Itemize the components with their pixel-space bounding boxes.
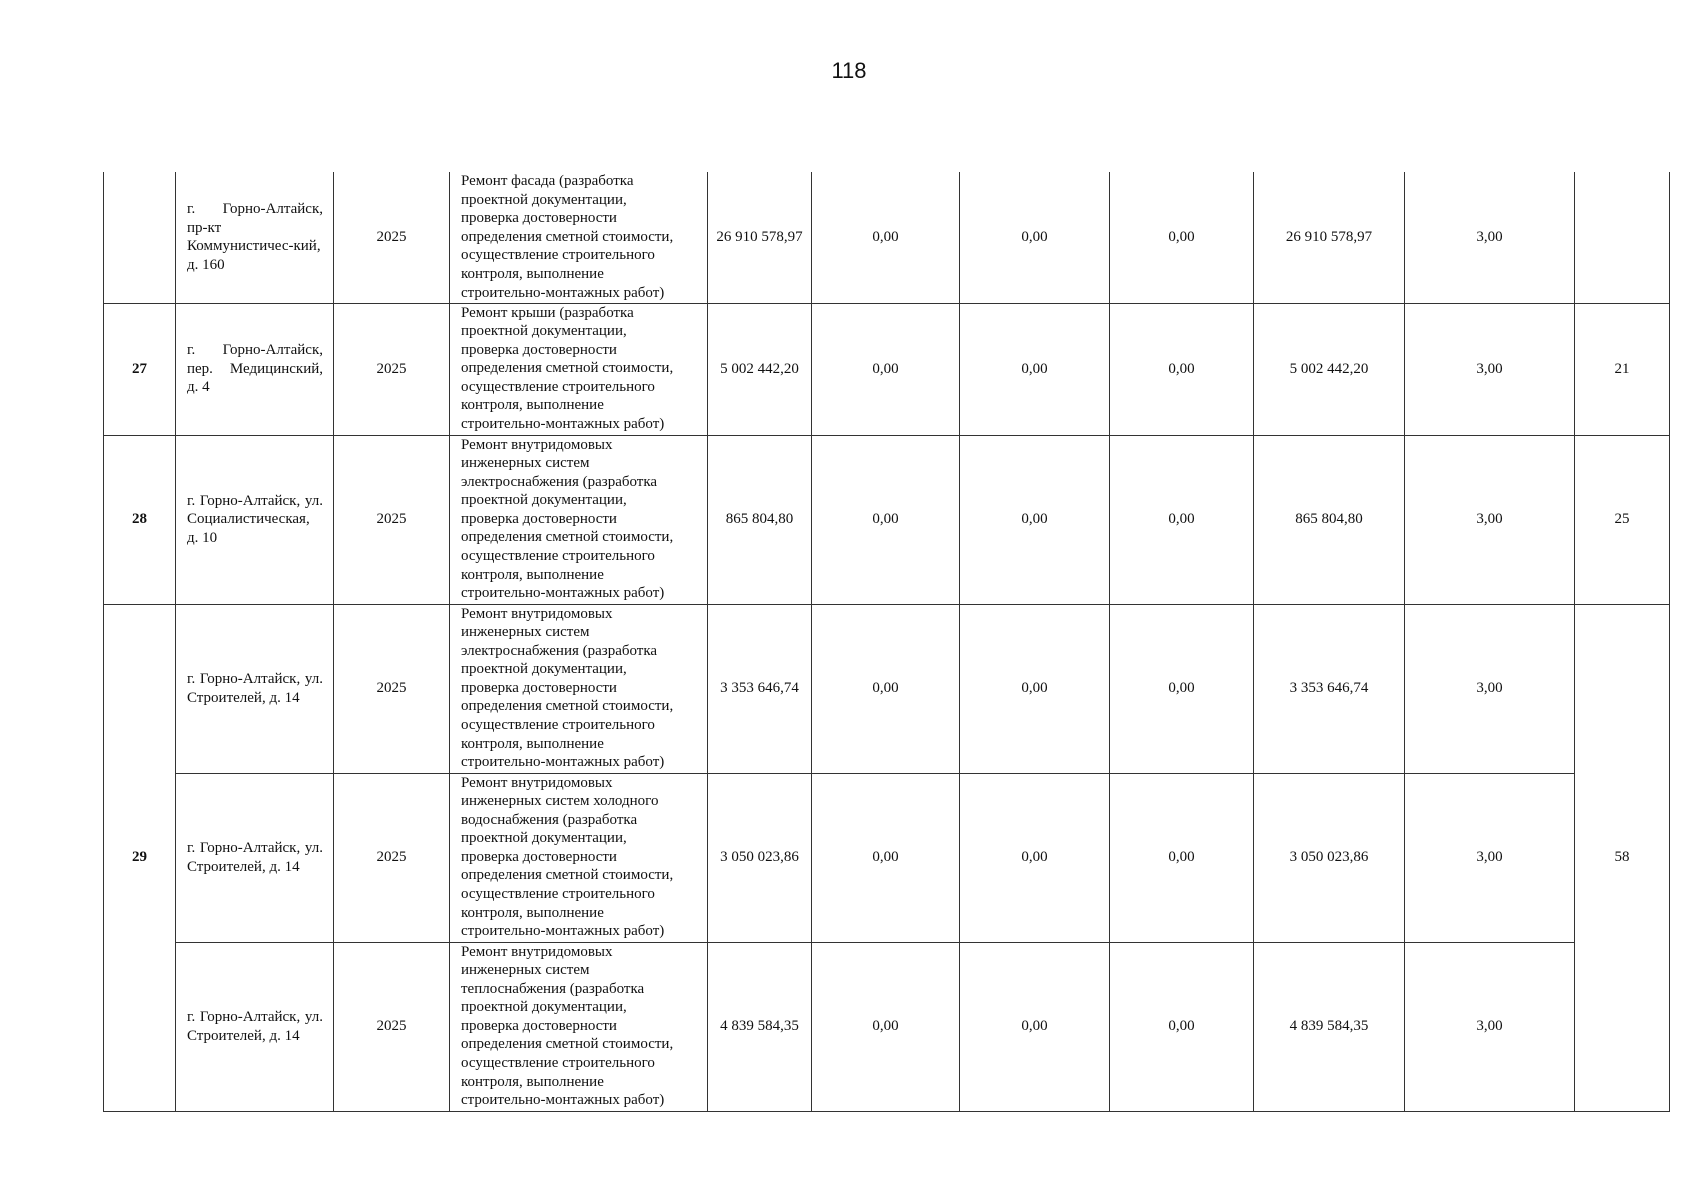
- amount-cell-5: 3,00: [1405, 604, 1575, 773]
- amount-cell-2: 0,00: [960, 942, 1110, 1111]
- amount-cell-3: 0,00: [1110, 942, 1254, 1111]
- page-number: 118: [831, 58, 867, 83]
- amount-cell-1: 0,00: [812, 604, 960, 773]
- amount-cell-5: 3,00: [1405, 303, 1575, 435]
- address-cell: г. Горно-Алтайск, ул. Социалистическая, д. 10: [176, 435, 334, 604]
- amount-cell-1: 0,00: [812, 773, 960, 942]
- address-cell: г. Горно-Алтайск, ул. Строителей, д. 14: [176, 604, 334, 773]
- work-description-cell: Ремонт внутридомовых инженерных систем теплоснабжения (разработка проектной документации, проверка достоверности определения сметной стоимости, осуществление строительного контроля, выполнение строительно-монтажных работ): [450, 942, 708, 1111]
- table-row: [104, 172, 1670, 303]
- total-cost-cell: 5 002 442,20: [708, 303, 812, 435]
- total-cost-cell: 26 910 578,97: [708, 172, 812, 303]
- table-row: [104, 435, 1670, 604]
- amount-cell-4: 3 050 023,86: [1254, 773, 1405, 942]
- amount-cell-1: 0,00: [812, 303, 960, 435]
- amount-cell-3: 0,00: [1110, 303, 1254, 435]
- last-column-cell: [1575, 172, 1670, 303]
- amount-cell-4: 26 910 578,97: [1254, 172, 1405, 303]
- work-description-cell: Ремонт внутридомовых инженерных систем холодного водоснабжения (разработка проектной документации, проверка достоверности определения сметной стоимости, осуществление строительного контроля, выполнение строительно-монтажных работ): [450, 773, 708, 942]
- amount-cell-3: 0,00: [1110, 172, 1254, 303]
- last-column-cell: 58: [1575, 604, 1670, 1111]
- work-description-cell: Ремонт внутридомовых инженерных систем электроснабжения (разработка проектной документации, проверка достоверности определения сметной стоимости, осуществление строительного контроля, выполнение строительно-монтажных работ): [450, 435, 708, 604]
- amount-cell-5: 3,00: [1405, 172, 1575, 303]
- table-row: [104, 942, 1670, 1111]
- amount-cell-3: 0,00: [1110, 435, 1254, 604]
- year-cell: 2025: [334, 172, 450, 303]
- last-column-cell: 21: [1575, 303, 1670, 435]
- row-number: [104, 172, 176, 303]
- row-number: 29: [104, 604, 176, 1111]
- year-cell: 2025: [334, 942, 450, 1111]
- amount-cell-4: 5 002 442,20: [1254, 303, 1405, 435]
- row-number: 28: [104, 435, 176, 604]
- table-row: [104, 773, 1670, 942]
- address-cell: г. Горно-Алтайск, ул. Строителей, д. 14: [176, 773, 334, 942]
- total-cost-cell: 865 804,80: [708, 435, 812, 604]
- amount-cell-2: 0,00: [960, 604, 1110, 773]
- amount-cell-5: 3,00: [1405, 942, 1575, 1111]
- amount-cell-2: 0,00: [960, 435, 1110, 604]
- amount-cell-3: 0,00: [1110, 773, 1254, 942]
- table-row: [104, 604, 1670, 773]
- address-cell: г. Горно-Алтайск, ул. Строителей, д. 14: [176, 942, 334, 1111]
- amount-cell-1: 0,00: [812, 435, 960, 604]
- work-description-cell: Ремонт фасада (разработка проектной документации, проверка достоверности определения сметной стоимости, осуществление строительного контроля, выполнение строительно-монтажных работ): [450, 172, 708, 303]
- amount-cell-2: 0,00: [960, 303, 1110, 435]
- amount-cell-1: 0,00: [812, 172, 960, 303]
- last-column-cell: 25: [1575, 435, 1670, 604]
- year-cell: 2025: [334, 604, 450, 773]
- work-description-cell: Ремонт крыши (разработка проектной документации, проверка достоверности определения сметной стоимости, осуществление строительного контроля, выполнение строительно-монтажных работ): [450, 303, 708, 435]
- year-cell: 2025: [334, 303, 450, 435]
- address-cell: г. Горно-Алтайск, пр-кт Коммунистичес-кий, д. 160: [176, 172, 334, 303]
- work-description-cell: Ремонт внутридомовых инженерных систем электроснабжения (разработка проектной документации, проверка достоверности определения сметной стоимости, осуществление строительного контроля, выполнение строительно-монтажных работ): [450, 604, 708, 773]
- total-cost-cell: 3 050 023,86: [708, 773, 812, 942]
- amount-cell-4: 865 804,80: [1254, 435, 1405, 604]
- year-cell: 2025: [334, 773, 450, 942]
- year-cell: 2025: [334, 435, 450, 604]
- amount-cell-4: 4 839 584,35: [1254, 942, 1405, 1111]
- amount-cell-2: 0,00: [960, 172, 1110, 303]
- address-cell: г. Горно-Алтайск, пер. Медицинский, д. 4: [176, 303, 334, 435]
- amount-cell-1: 0,00: [812, 942, 960, 1111]
- amount-cell-2: 0,00: [960, 773, 1110, 942]
- amount-cell-5: 3,00: [1405, 435, 1575, 604]
- amount-cell-4: 3 353 646,74: [1254, 604, 1405, 773]
- total-cost-cell: 4 839 584,35: [708, 942, 812, 1111]
- table-row: [104, 303, 1670, 435]
- amount-cell-5: 3,00: [1405, 773, 1575, 942]
- row-number: 27: [104, 303, 176, 435]
- amount-cell-3: 0,00: [1110, 604, 1254, 773]
- repair-program-table: [103, 172, 1670, 1112]
- total-cost-cell: 3 353 646,74: [708, 604, 812, 773]
